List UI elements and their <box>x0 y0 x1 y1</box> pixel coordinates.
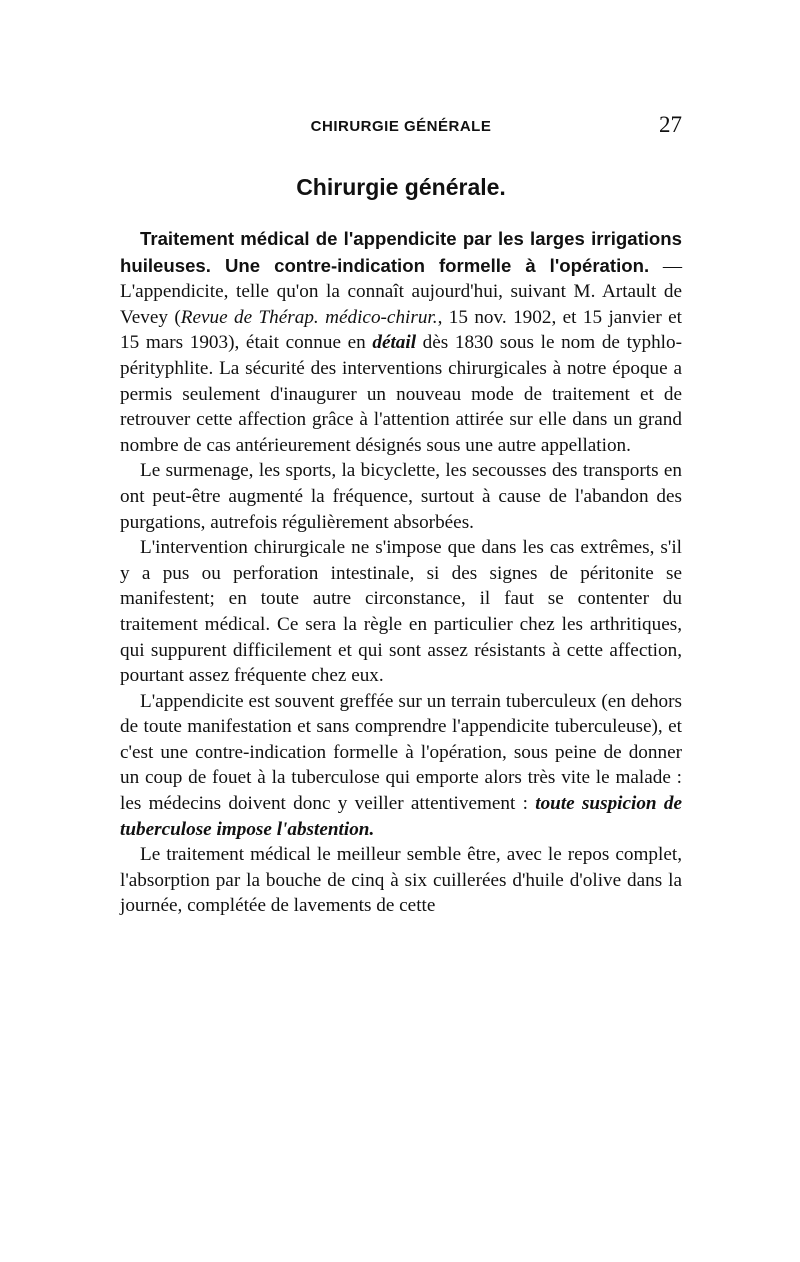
emphasis-conclusion: toute suspicion de tuberculose impose l'abstention. <box>120 793 682 840</box>
emphasis-detail: détail <box>372 332 417 354</box>
paragraph-4-text: L'appendicite est souvent greffée sur un terrain tuberculeux (en dehors de toute manifestation et sans comprendre l'appendicite tuberculeuse), et c'est une contre-indication formelle à l'opération, sous peine de donner un coup de fouet à la tuberculose qui emporte alors très vite le malade : les médecins doivent donc y veiller attentivement : <box>120 690 682 815</box>
page-number: 27 <box>659 112 682 137</box>
paragraph-1 <box>120 226 682 458</box>
paragraph-1-text-a: — L'appendicite, telle qu'on la connaît aujourd'hui, suivant M. Artault de Vevey ( <box>120 255 682 328</box>
paragraph-5: Le traitement médical le meilleur semble être, avec le repos complet, l'absorption par la bouche de cinq à six cuillerées d'huile d'olive dans la journée, complétée de lavements de cette <box>120 844 682 917</box>
body-text <box>120 226 682 919</box>
citation: Revue de Thérap. médico-chirur. <box>180 306 438 328</box>
running-header <box>120 112 682 142</box>
running-title: CHIRURGIE GÉNÉRALE <box>310 118 492 135</box>
paragraph-1-text-c: dès 1830 sous le nom de typhlo-pérityphlite. La sécurité des interventions chirurgicales à notre époque a permis seulement d'inaugurer un nouveau mode de traitement et de retrouver cette affection grâce à l'attention attirée sur elle dans un grand nombre de cas antérieurement désignés sous une autre appellation. <box>120 332 682 456</box>
section-title: Chirurgie générale. <box>296 174 506 200</box>
paragraph-2: Le surmenage, les sports, la bicyclette, les secousses des transports en ont peut-être augmenté la fréquence, surtout à cause de l'abandon des purgations, autrefois régulièrement absorbées. <box>120 460 682 533</box>
article-lead-title: Traitement médical de l'appendicite par les larges irrigations huileuses. Une contre-indication formelle à l'opération. <box>120 228 682 276</box>
paragraph-1-text-b: , 15 nov. 1902, et 15 janvier et 15 mars 1903), était connue en <box>120 306 682 354</box>
paragraph-4 <box>120 689 682 843</box>
paragraph-3: L'intervention chirurgicale ne s'impose que dans les cas extrêmes, s'il y a pus ou perforation intestinale, si des signes de péritonite se manifestent; en toute autre circonstance, il faut se contenter du traitement médical. Ce sera la règle en particulier chez les arthritiques, qui suppurent difficilement et qui sont assez résistants à cette affection, pourtant assez fréquente chez eux. <box>120 537 682 687</box>
